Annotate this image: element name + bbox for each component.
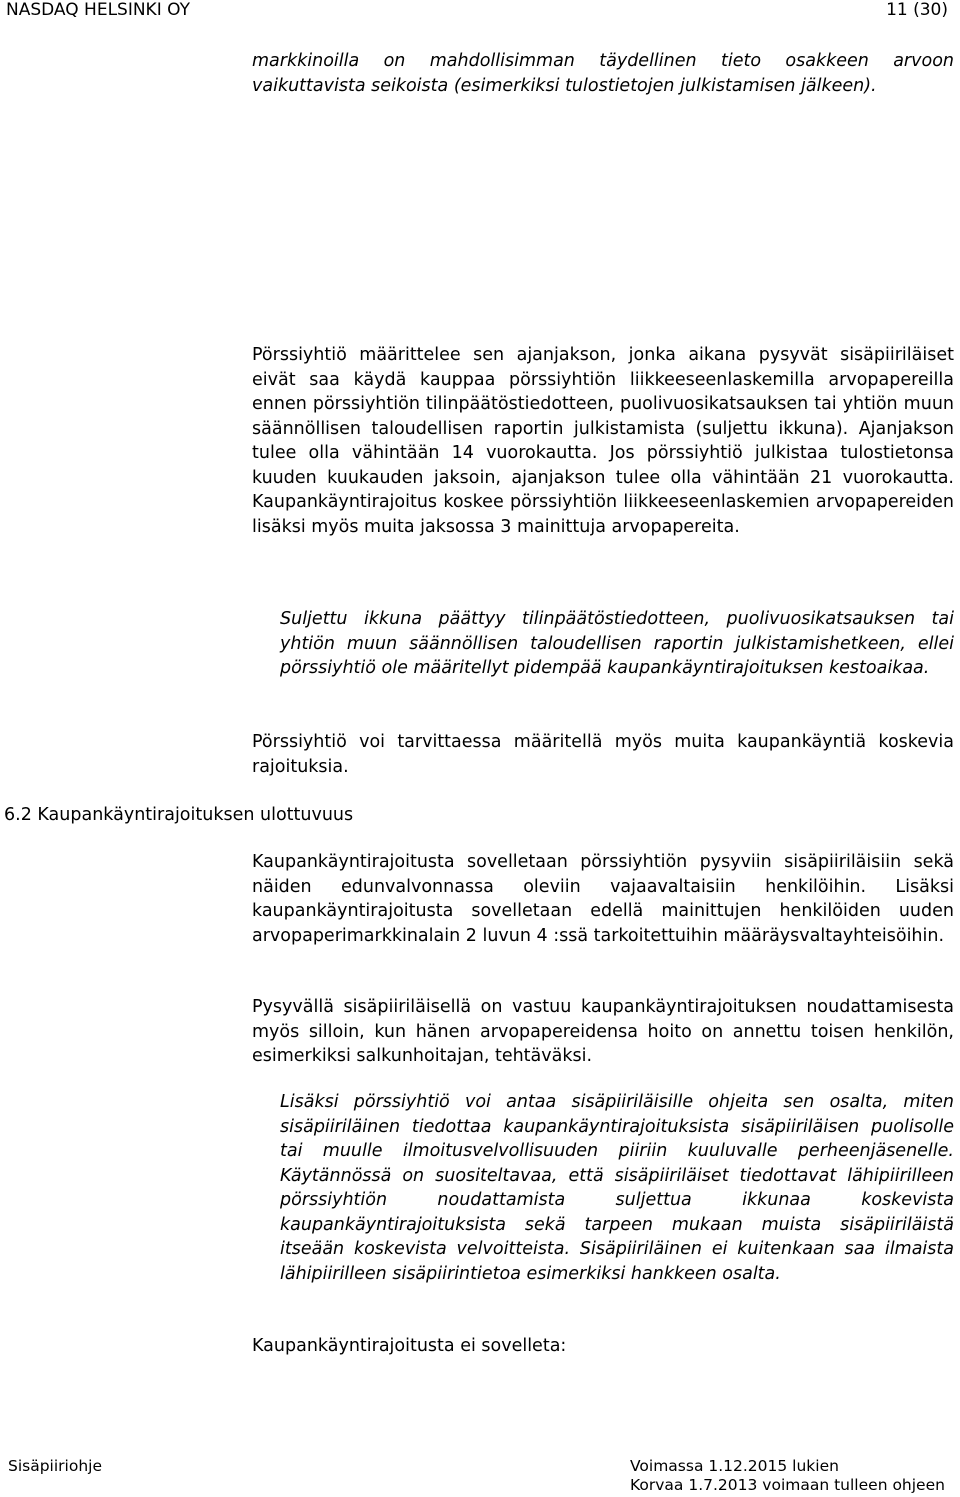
paragraph-scope-of-restriction: Kaupankäyntirajoitusta sovelletaan pörssiyhtiön pysyviin sisäpiiriläisiin sekä näiden edunvalvonnassa oleviin vajaavaltaisiin henkilöihin. Lisäksi kaupankäyntirajoitusta sovelletaan edellä mainittujen henkilöiden uuden arvopaperimarkkinalain 2 luvun 4 :ssä tarkoitettuihin määräysvaltayhteisöihin. [252, 852, 954, 946]
paragraph-insider-guidance: Lisäksi pörssiyhtiö voi antaa sisäpiiriläisille ohjeita sen osalta, miten sisäpiiriläinen tiedottaa kaupankäyntirajoituksista sisäpiiriläisen puolisolle tai muulle ilmoitusvelvollisuuden piiriin kuuluvalle perheenjäsenelle. Käytännössä on suositeltavaa, että sisäpiiriläiset tiedottavat lähipiirilleen pörssiyhtiön noudattamista suljettua ikkunaa koskevista kaupankäyntirajoituksista sekä tarpeen mukaan muista sisäpiiriläistä itseään koskevista velvoitteista. Sisäpiiriläinen ei kuitenkaan saa ilmaista lähipiirilleen sisäpiirintietoa esimerkiksi hankkeen osalta. [280, 1092, 954, 1284]
paragraph-responsibility: Pysyvällä sisäpiiriläisellä on vastuu kaupankäyntirajoituksen noudattamisesta myös silloin, kun hänen arvopapereidensa hoito on annettu toisen henkilön, esimerkiksi salkunhoitajan, tehtäväksi. [252, 997, 954, 1066]
paragraph-other-restrictions: Pörssiyhtiö voi tarvittaessa määritellä myös muita kaupankäyntiä koskevia rajoituksia. [252, 732, 954, 777]
header-page-number: 11 (30) [886, 0, 948, 20]
paragraph-exceptions-intro: Kaupankäyntirajoitusta ei sovelleta: [252, 1336, 567, 1356]
footer-document-name: Sisäpiiriohje [8, 1457, 102, 1475]
paragraph-closed-window-end: Suljettu ikkuna päättyy tilinpäätöstiedotteen, puolivuosikatsauksen tai yhtiön muun säännöllisen taloudellisen raportin julkistamishetkeen, ellei pörssiyhtiö ole määritellyt pidempää kaupankäyntirajoituksen kestoaikaa. [280, 609, 954, 678]
footer-replaces: Korvaa 1.7.2013 voimaan tulleen ohjeen [630, 1476, 945, 1494]
section-heading: 6.2 Kaupankäyntirajoituksen ulottuvuus [4, 805, 354, 825]
header-company-name: NASDAQ HELSINKI OY [6, 0, 190, 20]
paragraph-market-information: markkinoilla on mahdollisimman täydellinen tieto osakkeen arvoon vaikuttavista seikoista (esimerkiksi tulostietojen julkistamisen jälkeen). [252, 51, 954, 96]
paragraph-closed-window-definition: Pörssiyhtiö määrittelee sen ajanjakson, jonka aikana pysyvät sisäpiiriläiset eivät saa käydä kauppaa pörssiyhtiön liikkeeseenlaskemilla arvopapereilla ennen pörssiyhtiön tilinpäätöstiedotteen, puolivuosikatsauksen tai yhtiön muun säännöllisen taloudellisen raportin julkistamista (suljettu ikkuna). Ajanjakson tulee olla vähintään 14 vuorokautta. Jos pörssiyhtiö julkistaa tulostietonsa kuuden kuukauden jaksoin, ajanjakson tulee olla vähintään 21 vuorokautta. Kaupankäyntirajoitus koskee pörssiyhtiön liikkeeseenlaskemien arvopapereiden lisäksi myös muita jaksossa 3 mainittuja arvopapereita. [252, 345, 954, 537]
footer-validity: Voimassa 1.12.2015 lukien [630, 1457, 839, 1475]
